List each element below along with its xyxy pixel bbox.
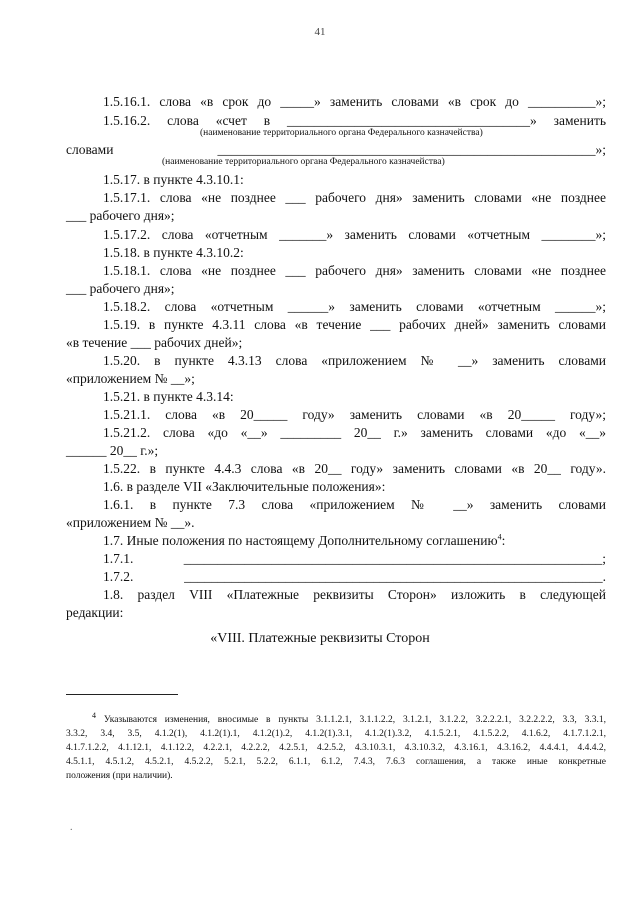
footnote-mark: 4 xyxy=(92,710,96,720)
text-line: 1.6. в разделе VII «Заключительные положения»: xyxy=(103,479,386,494)
scan-mark: . xyxy=(70,822,73,833)
text-line: «приложением № __». xyxy=(66,515,195,530)
section-title: «VIII. Платежные реквизиты Сторон xyxy=(210,631,430,646)
text-line: 1.5.17.2. слова «отчетным _______» заменить словами «отчетным ________»; xyxy=(103,227,606,242)
text-line: 1.7. Иные положения по настоящему Дополнительному соглашению$^4$: xyxy=(103,532,506,548)
text-line: 1.5.16.1. слова «в срок до _____» заменить словами «в срок до __________»; xyxy=(103,94,606,109)
text-line: 1.7.2. ______________________________________________________________. xyxy=(103,569,606,584)
footnote-line: $^4$ Указываются изменения, вносимые в пункты 3.1.1.2.1, 3.1.1.2.2, 3.1.2.1, 3.1.2.2, 3.2.2.2.1, 3.2.2.2.2, 3.3, 3.3.1, xyxy=(92,710,606,725)
text-line: 1.5.17. в пункте 4.3.10.1: xyxy=(103,172,244,187)
footnote-ref: 4 xyxy=(497,532,502,542)
text-line: ______ 20__ г.»; xyxy=(66,443,159,458)
text-line: 1.5.22. в пункте 4.4.3 слова «в 20__ году» заменить словами «в 20__ году». xyxy=(103,461,606,476)
text-line: 1.7.1. ______________________________________________________________; xyxy=(103,551,606,566)
text-line: 1.5.20. в пункте 4.3.13 слова «приложением № __» заменить словами xyxy=(103,353,606,368)
footnote-line: 3.3.2, 3.4, 3.5, 4.1.2(1), 4.1.2(1).1, 4.1.2(1).2, 4.1.2(1).3.1, 4.1.2(1).3.2, 4.1.5.2.1, 4.1.5.2.2, 4.1.6.2, 4.1.7.1.2.1, xyxy=(66,729,606,739)
text-line: 1.5.17.1. слова «не позднее ___ рабочего дня» заменить словами «не позднее xyxy=(103,190,606,205)
footnote-line: положения (при наличии). xyxy=(66,771,173,781)
text-line: 1.5.16.2. слова «счет в ____________________________________» заменить xyxy=(103,113,606,128)
text-line: 1.5.18.2. слова «отчетным ______» заменить словами «отчетным ______»; xyxy=(103,299,606,314)
text-line: 1.5.21.2. слова «до «__» _________ 20__ г.» заменить словами «до «__» xyxy=(103,425,606,440)
text-line: редакции: xyxy=(66,605,124,620)
text-line: словами ________________________________________________________»; xyxy=(66,142,606,157)
text-line: «приложением № __»; xyxy=(66,371,195,386)
text-line: 1.6.1. в пункте 7.3 слова «приложением № __» заменить словами xyxy=(103,497,606,512)
footnote-divider xyxy=(66,694,178,695)
caption-text: (наименование территориального органа Федерального казначейства) xyxy=(200,128,483,138)
text-line: 1.5.18.1. слова «не позднее ___ рабочего дня» заменить словами «не позднее xyxy=(103,263,606,278)
text-line: 1.5.19. в пункте 4.3.11 слова «в течение ___ рабочих дней» заменить словами xyxy=(103,317,606,332)
footnote-line: 4.1.7.1.2.2, 4.1.12.1, 4.1.12.2, 4.2.2.1, 4.2.2.2, 4.2.5.1, 4.2.5.2, 4.3.10.3.1, 4.3.10.3.2, 4.3.16.1, 4.3.16.2, 4.4.4.1, 4.4.4.2, xyxy=(66,743,606,753)
footnote-line: 4.5.1.1, 4.5.1.2, 4.5.2.1, 4.5.2.2, 5.2.1, 5.2.2, 6.1.1, 6.1.2, 7.4.3, 7.6.3 соглашения, а также иные конкретные xyxy=(66,757,606,767)
text-line: 1.5.18. в пункте 4.3.10.2: xyxy=(103,245,244,260)
text-line: ___ рабочего дня»; xyxy=(66,208,175,223)
text-line: 1.8. раздел VIII «Платежные реквизиты Сторон» изложить в следующей xyxy=(103,587,606,602)
text-line: ___ рабочего дня»; xyxy=(66,281,175,296)
text-line: «в течение ___ рабочих дней»; xyxy=(66,335,243,350)
caption-text: (наименование территориального органа Федерального казначейства) xyxy=(162,157,445,167)
page-number: 41 xyxy=(314,26,326,38)
text-line: 1.5.21. в пункте 4.3.14: xyxy=(103,389,234,404)
text-line: 1.5.21.1. слова «в 20_____ году» заменить словами «в 20_____ году»; xyxy=(103,407,606,422)
